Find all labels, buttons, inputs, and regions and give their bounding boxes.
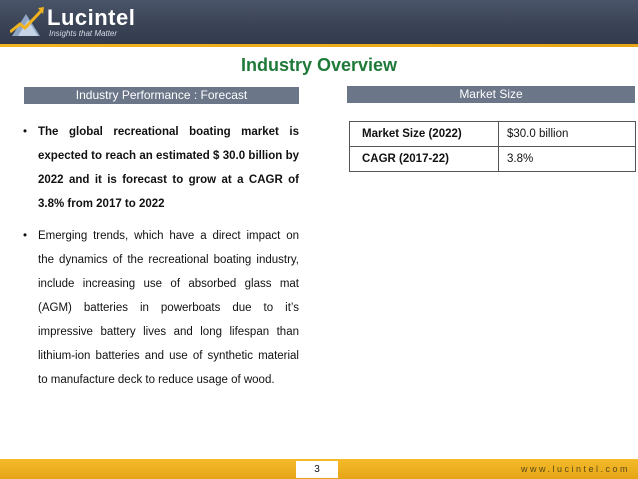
section-header-market-size: Market Size <box>347 86 635 103</box>
table-row <box>350 147 636 172</box>
bullet-item <box>23 120 299 216</box>
bullet-text: The global recreational boating market is expected to reach an estimated $ 30.0 billion by 2022 and it is forecast to grow at a CAGR of 3.8% from 2017 to 2022 <box>38 126 299 210</box>
bullet-text: Emerging trends, which have a direct impact on the dynamics of the recreational boating industry, include increasing use of absorbed glass mat (AGM) batteries in powerboats due to it’s impressive battery lives and long lifespan than lithium-ion batteries and use of synthetic material to manufacture deck to reduce usage of wood. <box>38 230 299 386</box>
page-number: 3 <box>296 461 338 478</box>
slide-title: Industry Overview <box>240 55 398 75</box>
bullet-dot-icon: • <box>23 230 28 242</box>
bullet-dot-icon: • <box>23 126 28 138</box>
bullet-list <box>23 120 299 400</box>
section-header-forecast: Industry Performance : Forecast <box>24 87 299 104</box>
table-row <box>350 122 636 147</box>
bullet-item <box>23 224 299 392</box>
market-size-table <box>349 121 636 172</box>
lucintel-logo-icon <box>10 6 44 38</box>
brand-name: Lucintel <box>47 5 136 30</box>
table-cell-label: Market Size (2022) <box>350 122 499 147</box>
brand-logo <box>10 4 160 40</box>
brand-tagline: Insights that Matter <box>49 29 118 38</box>
header-accent-line <box>0 44 638 47</box>
table-cell-label: CAGR (2017-22) <box>350 147 499 172</box>
footer-website: www.lucintel.com <box>520 464 630 474</box>
table-cell-value: $30.0 billion <box>499 122 636 147</box>
table-cell-value: 3.8% <box>499 147 636 172</box>
